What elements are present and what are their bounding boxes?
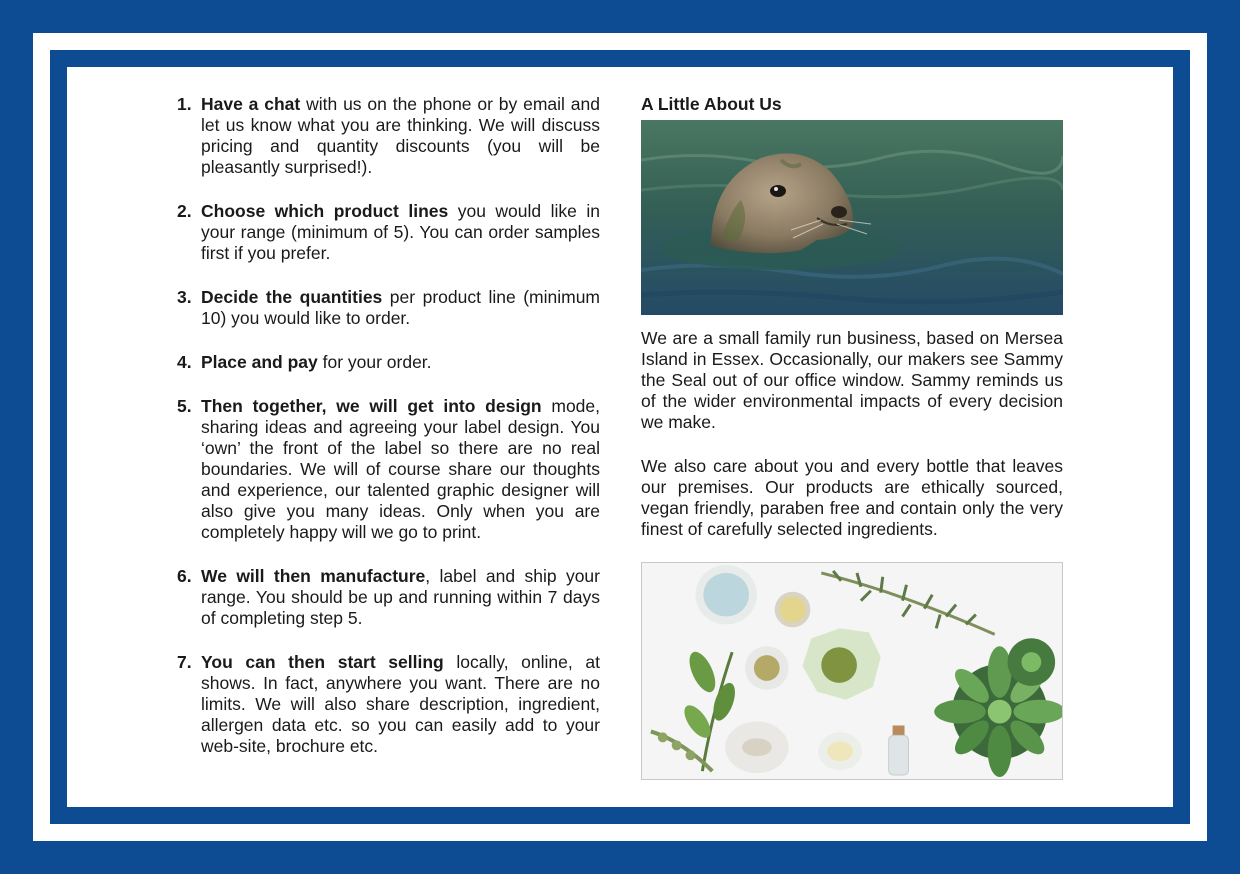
step-title: You can then start selling — [201, 652, 444, 672]
step-number: 6. — [177, 566, 192, 586]
seal-photo — [641, 120, 1063, 315]
ordering-steps-list — [177, 94, 600, 780]
step-item — [177, 652, 600, 757]
step-description: for your order. — [317, 352, 432, 372]
step-title: Then together, we will get into design — [201, 396, 542, 416]
step-text — [201, 201, 600, 264]
step-text — [201, 352, 600, 373]
step-number: 5. — [177, 396, 192, 416]
step-item — [177, 352, 600, 373]
step-item — [177, 287, 600, 329]
step-text — [201, 287, 600, 329]
step-title: Place and pay — [201, 352, 318, 372]
step-number: 4. — [177, 352, 192, 372]
step-title: Choose which product lines — [201, 201, 449, 221]
step-item — [177, 566, 600, 629]
step-title: Decide the quantities — [201, 287, 383, 307]
step-text — [201, 396, 600, 543]
step-number: 2. — [177, 201, 192, 221]
step-title: Have a chat — [201, 94, 301, 114]
about-paragraph-2: We also care about you and every bottle that leaves our premises. Our products are ethically sourced, vegan friendly, paraben free and contain only the very finest of carefully selected ingredients. — [641, 456, 1063, 539]
step-text — [201, 94, 600, 178]
step-number: 7. — [177, 652, 192, 672]
step-item — [177, 201, 600, 264]
step-description: locally, online, at shows. In fact, anywhere you want. There are no limits. We will also share description, ingredient, allergen data etc. so you can easily add to your web-site, brochure etc. — [201, 652, 600, 756]
ingredients-photo — [641, 562, 1063, 780]
about-heading: A Little About Us — [641, 94, 782, 114]
step-number: 1. — [177, 94, 192, 114]
about-paragraph-1: We are a small family run business, based on Mersea Island in Essex. Occasionally, our makers see Sammy the Seal out of our office window. Sammy reminds us of the wider environmental impacts of every decision we make. — [641, 328, 1063, 432]
step-text — [201, 566, 600, 629]
step-text — [201, 652, 600, 757]
step-description: with us on the phone or by email and let us know what you are thinking. We will discuss pricing and quantity discounts (you will be pleasantly surprised!). — [201, 94, 600, 177]
step-item — [177, 396, 600, 543]
step-item — [177, 94, 600, 178]
step-title: We will then manufacture — [201, 566, 426, 586]
step-description: per product line (minimum 10) you would like to order. — [201, 287, 601, 328]
about-section — [641, 94, 1063, 540]
step-description: you would like in your range (minimum of 5). You can order samples first if you prefer. — [201, 201, 600, 263]
step-number: 3. — [177, 287, 192, 307]
step-description: mode, sharing ideas and agreeing your label design. You ‘own’ the front of the label so there are no real boundaries. We will of course share our thoughts and experience, our talented graphic designer will also give you many ideas. Only when you are completely happy will we go to print. — [201, 396, 601, 542]
step-description: , label and ship your range. You should be up and running within 7 days of completing step 5. — [201, 566, 600, 628]
